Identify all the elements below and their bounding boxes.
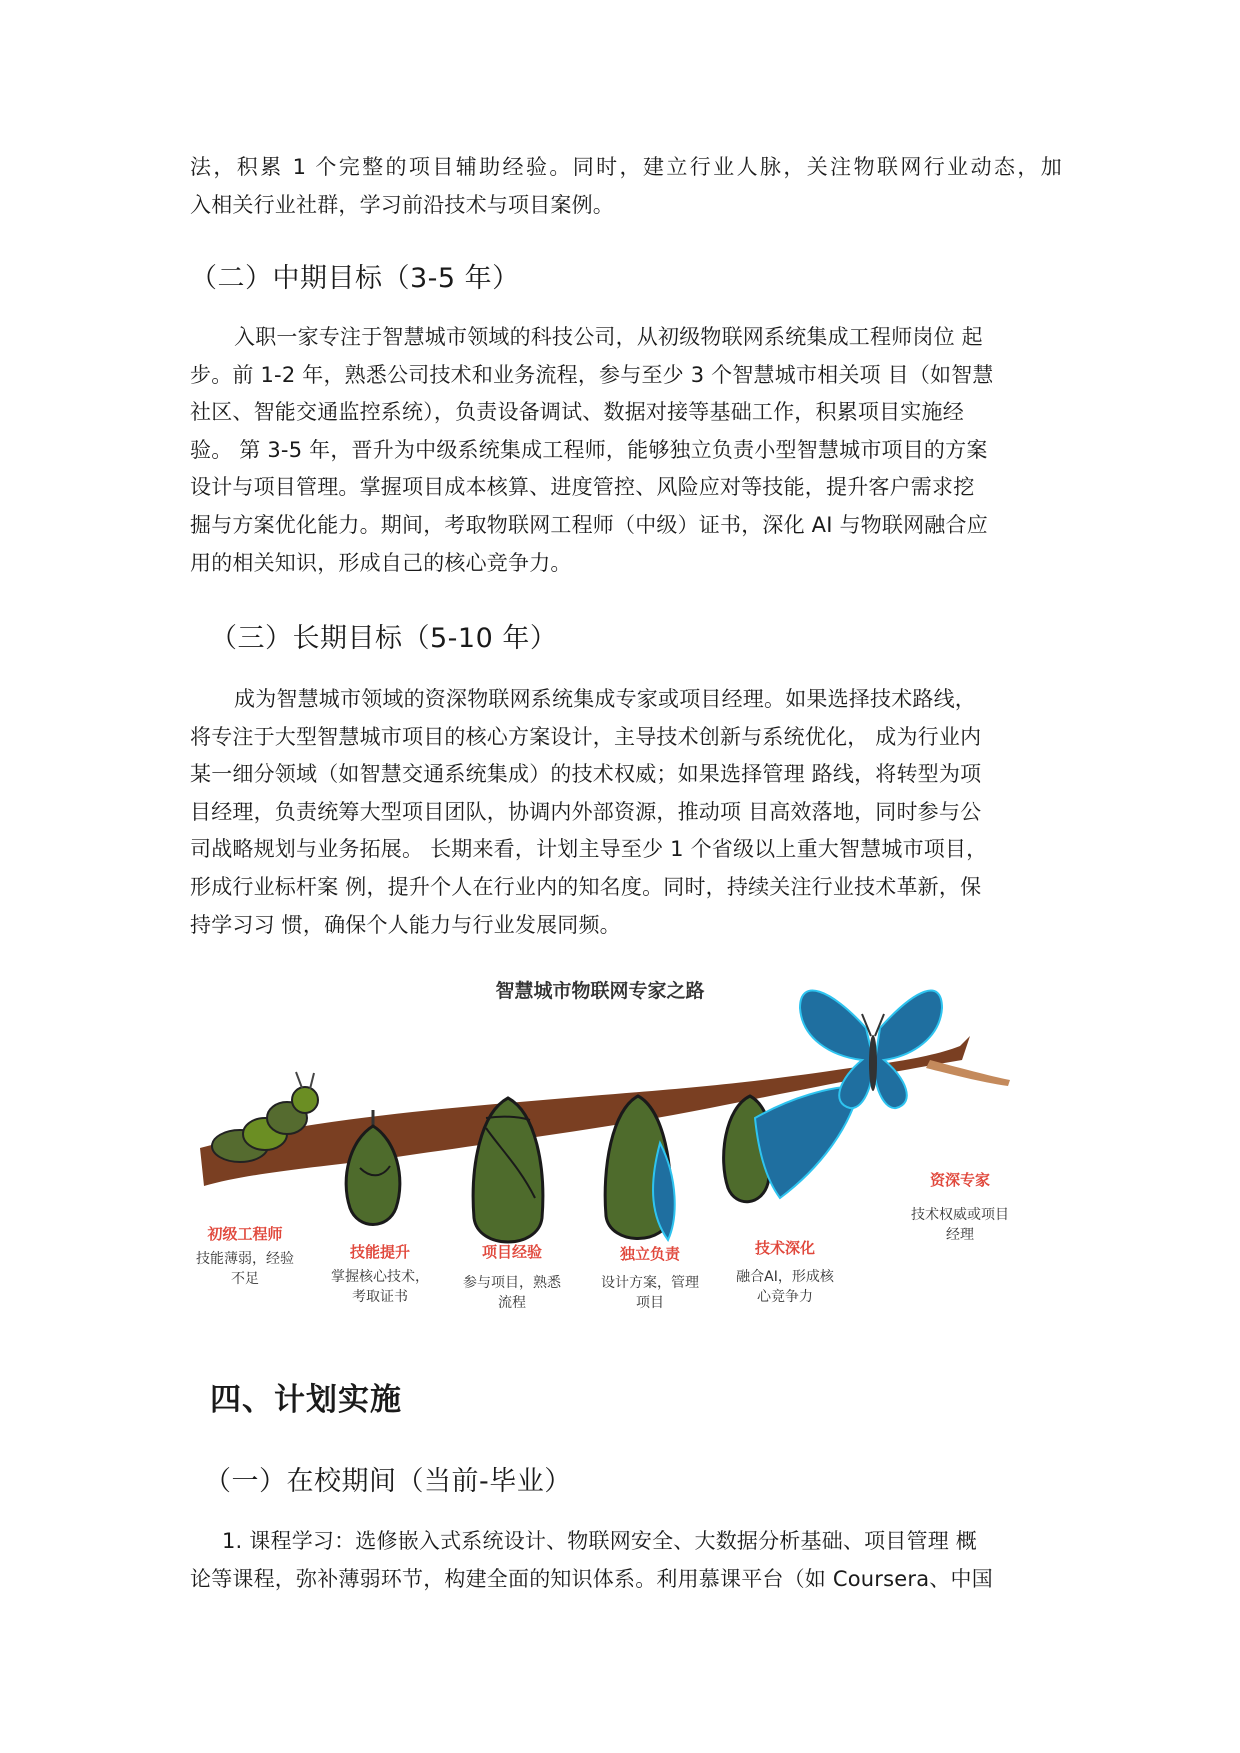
svg-text:项目经验: 项目经验 [481,1243,543,1261]
stage-6-label [911,1171,1009,1243]
emerging-butterfly-icon [724,1086,860,1202]
svg-text:经理: 经理 [946,1227,974,1243]
stage-1-label [196,1225,294,1287]
svg-text:融合AI，形成核: 融合AI，形成核 [736,1269,834,1285]
heading-mid-term: （二）中期目标（3-5 年） [190,263,520,294]
career-path-figure [190,968,1070,1328]
text-line: 入职一家专注于智慧城市领域的科技公司，从初级物联网系统集成工程师岗位 起 [234,325,983,349]
svg-text:掌握核心技术，: 掌握核心技术， [331,1269,429,1285]
svg-text:初级工程师: 初级工程师 [207,1225,283,1243]
svg-text:资深专家: 资深专家 [929,1171,991,1189]
text-line: 成为智慧城市领域的资深物联网系统集成专家或项目经理。如果选择技术路线， [234,687,976,711]
svg-text:独立负责: 独立负责 [619,1245,681,1263]
heading-long-term: （三）长期目标（5-10 年） [210,623,558,654]
text-line: 持学习习 惯，确保个人能力与行业发展同频。 [190,912,621,937]
text-line: 某一细分领域（如智慧交通系统集成）的技术权威；如果选择管理 路线，将转型为项 [190,762,982,787]
svg-text:参与项目，熟悉: 参与项目，熟悉 [463,1275,561,1291]
text-line: 入相关行业社群，学习前沿技术与项目案例。 [190,192,614,217]
paragraph-course-study [190,1523,1062,1598]
text-line: 法，积累 1 个完整的项目辅助经验。同时，建立行业人脉，关注物联网行业动态，加 [190,155,1062,179]
text-line: 验。 第 3-5 年，晋升为中级系统集成工程师，能够独立负责小型智慧城市项目的方案 [190,437,988,462]
paragraph-long-term [190,681,1062,944]
svg-text:技术权威或项目: 技术权威或项目 [911,1207,1009,1223]
text-line: 步。前 1-2 年，熟悉公司技术和业务流程，参与至少 3 个智慧城市相关项 目（如智慧 [190,362,994,387]
svg-text:考取证书: 考取证书 [352,1289,408,1305]
svg-text:流程: 流程 [498,1295,526,1311]
text-line: 司战略规划与业务拓展。 长期来看，计划主导至少 1 个省级以上重大智慧城市项目， [190,837,988,862]
svg-text:技能薄弱，经验: 技能薄弱，经验 [196,1251,294,1267]
svg-text:项目: 项目 [636,1295,664,1311]
stage-2-label [331,1243,429,1305]
twig [926,1060,1010,1086]
text-line: 形成行业标杆案 例，提升个人在行业内的知名度。同时，持续关注行业技术革新，保 [190,874,982,899]
career-path-illustration [190,968,1070,1328]
text-line: 掘与方案优化能力。期间，考取物联网工程师（中级）证书，深化 AI 与物联网融合应 [190,512,988,537]
heading-in-school: （一）在校期间（当前-毕业） [204,1466,572,1497]
figure-title: 智慧城市物联网专家之路 [495,980,705,1002]
text-line: 1. 课程学习：选修嵌入式系统设计、物联网安全、大数据分析基础、项目管理 概 [222,1529,977,1553]
heading-plan-implementation: 四、计划实施 [210,1382,402,1418]
stage-5-label [736,1239,835,1305]
text-line: 设计与项目管理。掌握项目成本核算、进度管控、风险应对等技能，提升客户需求挖 [190,475,975,500]
text-line: 将专注于大型智慧城市项目的核心方案设计，主导技术创新与系统优化， 成为行业内 [190,724,982,749]
stage-4-label [601,1245,699,1311]
text-line: 论等课程，弥补薄弱环节，构建全面的知识体系。利用慕课平台（如 Coursera、中国 [190,1566,993,1591]
paragraph-mid-term [190,319,1062,582]
text-line: 目经理，负责统筹大型项目团队，协调内外部资源，推动项 目高效落地，同时参与公 [190,799,982,824]
text-line: 社区、智能交通监控系统），负责设备调试、数据对接等基础工作，积累项目实施经 [190,400,964,425]
svg-text:心竞争力: 心竞争力 [757,1289,813,1305]
paragraph-short-term-end [190,149,1062,224]
svg-text:设计方案，管理: 设计方案，管理 [601,1275,699,1291]
stage-3-label [463,1243,562,1311]
text-line: 用的相关知识，形成自己的核心竞争力。 [190,550,572,575]
svg-text:技术深化: 技术深化 [754,1239,816,1257]
svg-text:技能提升: 技能提升 [349,1243,411,1261]
svg-text:不足: 不足 [231,1271,259,1287]
